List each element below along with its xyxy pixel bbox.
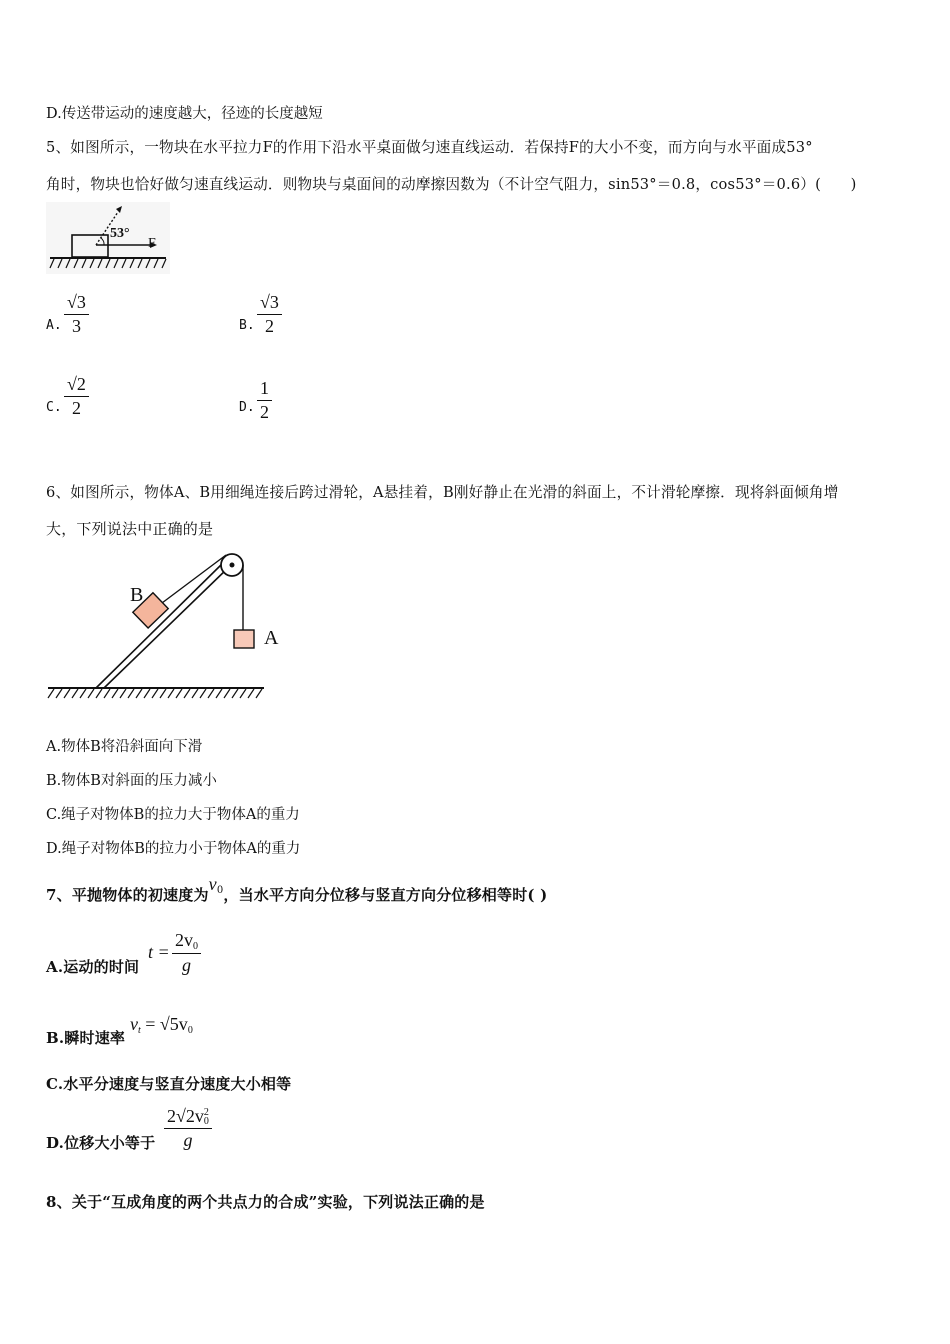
- q5-option-d-den: 2: [260, 402, 269, 422]
- q7-option-a-text: A.运动的时间: [46, 958, 140, 976]
- q7-option-b-rhs-sub: 0: [187, 1025, 193, 1036]
- q6-option-c: C.绳子对物体B的拉力大于物体A的重力: [46, 807, 300, 823]
- q5-option-a-num: √3: [67, 292, 86, 312]
- q6-label-a: A: [264, 627, 279, 649]
- q5-option-d-num: 1: [260, 378, 269, 398]
- q5-option-c-num: √2: [67, 374, 86, 394]
- q5-option-b-label: B.: [239, 318, 255, 333]
- q5-option-a-label: A.: [46, 318, 62, 333]
- q7-option-d-fraction: [164, 1106, 212, 1151]
- q7-option-a-fraction: [172, 930, 201, 976]
- q8-stem: 8、关于“互成角度的两个共点力的合成”实验，下列说法正确的是: [46, 1193, 485, 1211]
- q5-stem-line1: 5、如图所示，一物块在水平拉力F的作用下沿水平桌面做匀速直线运动．若保持F的大小不变，而方向与水平面成53°: [46, 139, 813, 156]
- q5-option-d-label: D.: [239, 400, 255, 415]
- q7-stem-sub: 0: [216, 885, 224, 896]
- q6-option-b: B.物体B对斜面的压力减小: [46, 773, 217, 789]
- q7-option-d-num: 2√2v: [167, 1106, 204, 1126]
- q5-stem-line2: 角时，物块也恰好做匀速直线运动．则物块与桌面间的动摩擦因数为（不计空气阻力，sin53°＝0.8，cos53°＝0.6）( ): [46, 176, 857, 193]
- q7-option-b-lhs: v: [130, 1014, 138, 1034]
- q5-angle-label: 53°: [110, 226, 130, 241]
- q5-option-c-den: 2: [71, 398, 81, 418]
- q5-option-c-fraction: [64, 374, 89, 419]
- q7-option-c-text: C.水平分速度与竖直分速度大小相等: [46, 1075, 292, 1093]
- q7-option-d-num-sub: 0: [203, 1116, 209, 1127]
- q6-label-b: B: [130, 584, 144, 606]
- q5-force-label: F: [148, 236, 156, 251]
- q7-option-d-text: D.位移大小等于: [46, 1134, 156, 1152]
- q7-option-a-num-sub: 0: [193, 941, 198, 952]
- q7-option-b-text: B.瞬时速率: [46, 1029, 126, 1047]
- q6-option-d: D.绳子对物体B的拉力小于物体A的重力: [46, 841, 301, 857]
- q7-stem-pre: 7、平抛物体的初速度为: [46, 886, 209, 904]
- q5-option-d-fraction: [257, 378, 272, 423]
- q6-option-a: A.物体B将沿斜面向下滑: [46, 739, 203, 755]
- q7-option-a-num: 2v: [175, 930, 193, 950]
- q5-option-b-num: √3: [260, 292, 279, 312]
- q7-option-b-rhs: = √5v: [145, 1014, 188, 1034]
- q7-option-b-lhs-sub: t: [138, 1025, 141, 1036]
- q7-option-a-den: g: [182, 955, 191, 975]
- q7-stem-post: ，当水平方向分位移与竖直方向分位移相等时( ): [223, 886, 548, 904]
- q6-stem-line2: 大，下列说法中正确的是: [46, 520, 214, 538]
- q7-stem: [46, 874, 548, 906]
- q4-option-d: D.传送带运动的速度越大，径迹的长度越短: [46, 106, 323, 122]
- q7-stem-var: v: [208, 874, 217, 894]
- q5-option-b-den: 2: [264, 316, 274, 336]
- q5-option-a-fraction: [64, 292, 89, 337]
- q7-option-a-lhs: t =: [148, 942, 170, 962]
- q7-option-d-num-sup: 2: [203, 1107, 209, 1118]
- q7-option-d-den: g: [183, 1130, 193, 1150]
- q5-option-a-den: 3: [71, 316, 81, 336]
- q7-option-b-formula: [130, 1014, 193, 1036]
- q5-option-c-label: C.: [46, 400, 62, 415]
- q6-stem-line1: 6、如图所示，物体A、B用细绳连接后跨过滑轮，A悬挂着，B刚好静止在光滑的斜面上，不计滑轮摩擦．现将斜面倾角增: [46, 484, 839, 501]
- q5-option-b-fraction: [257, 292, 282, 337]
- q6-figure: [46, 548, 286, 698]
